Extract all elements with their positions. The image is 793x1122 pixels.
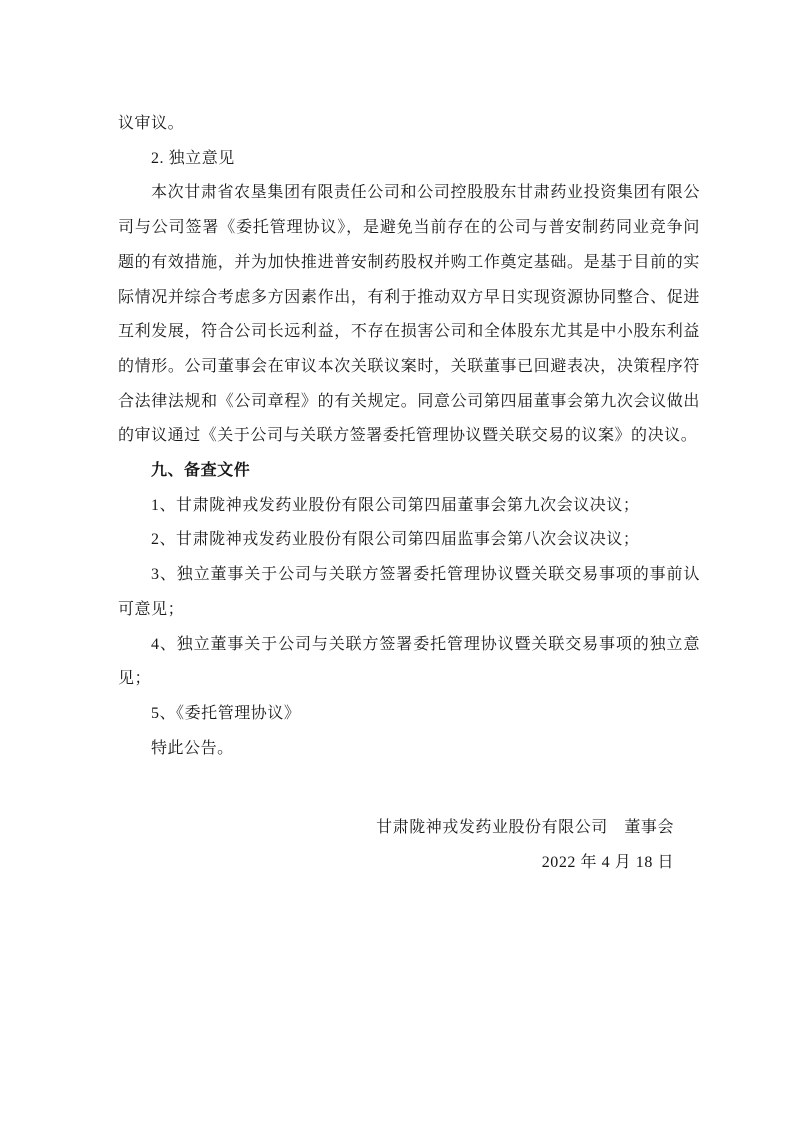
reference-document-item-2: 2、甘肃陇神戎发药业股份有限公司第四届监事会第八次会议决议； [150,531,640,549]
paragraph-continuation-line: 议审议。 [118,115,185,132]
subsection-heading-independent-opinion: 2. 独立意见 [150,149,235,167]
reference-document-item-3: 3、独立董事关于公司与关联方签署委托管理协议暨关联交易事项的事前认可意见； [118,566,700,618]
signature-block [118,811,700,880]
reference-document-item-4: 4、独立董事关于公司与关联方签署委托管理协议暨关联交易事项的独立意见； [118,635,700,688]
closing-statement: 特此公告。 [150,739,234,757]
signature-company-line: 甘肃陇神戎发药业股份有限公司 董事会 [376,819,674,837]
reference-document-item-5: 5、《委托管理协议》 [150,704,301,722]
section-heading-reference-documents: 九、备查文件 [150,462,251,480]
reference-document-item-1: 1、甘肃陇神戎发药业股份有限公司第四届董事会第九次会议决议； [150,496,640,514]
independent-opinion-paragraph: 本次甘肃省农垦集团有限责任公司和公司控股股东甘肃药业投资集团有限公司与公司签署《委托管理协议》，是避免当前存在的公司与普安制药同业竞争问题的有效措施，并为加快推进普安制药股权并购工作奠定基础。是基于目前的实际情况并综合考虑多方因素作出，有利于推动双方早日实现资源协同整合、促进互利发展，符合公司长远利益，不存在损害公司和全体股东尤其是中小股东利益的情形。公司董事会在审议本次关联议案时，关联董事已回避表决，决策程序符合法律法规和《公司章程》的有关规定。同意公司第四届董事会第九次会议做出的审议通过《关于公司与关联方签署委托管理协议暨关联交易的议案》的决议。 [118,184,700,445]
signature-date-line: 2022 年 4 月 18 日 [541,853,674,871]
blank-line-spacer [118,766,700,801]
document-body [118,107,700,880]
